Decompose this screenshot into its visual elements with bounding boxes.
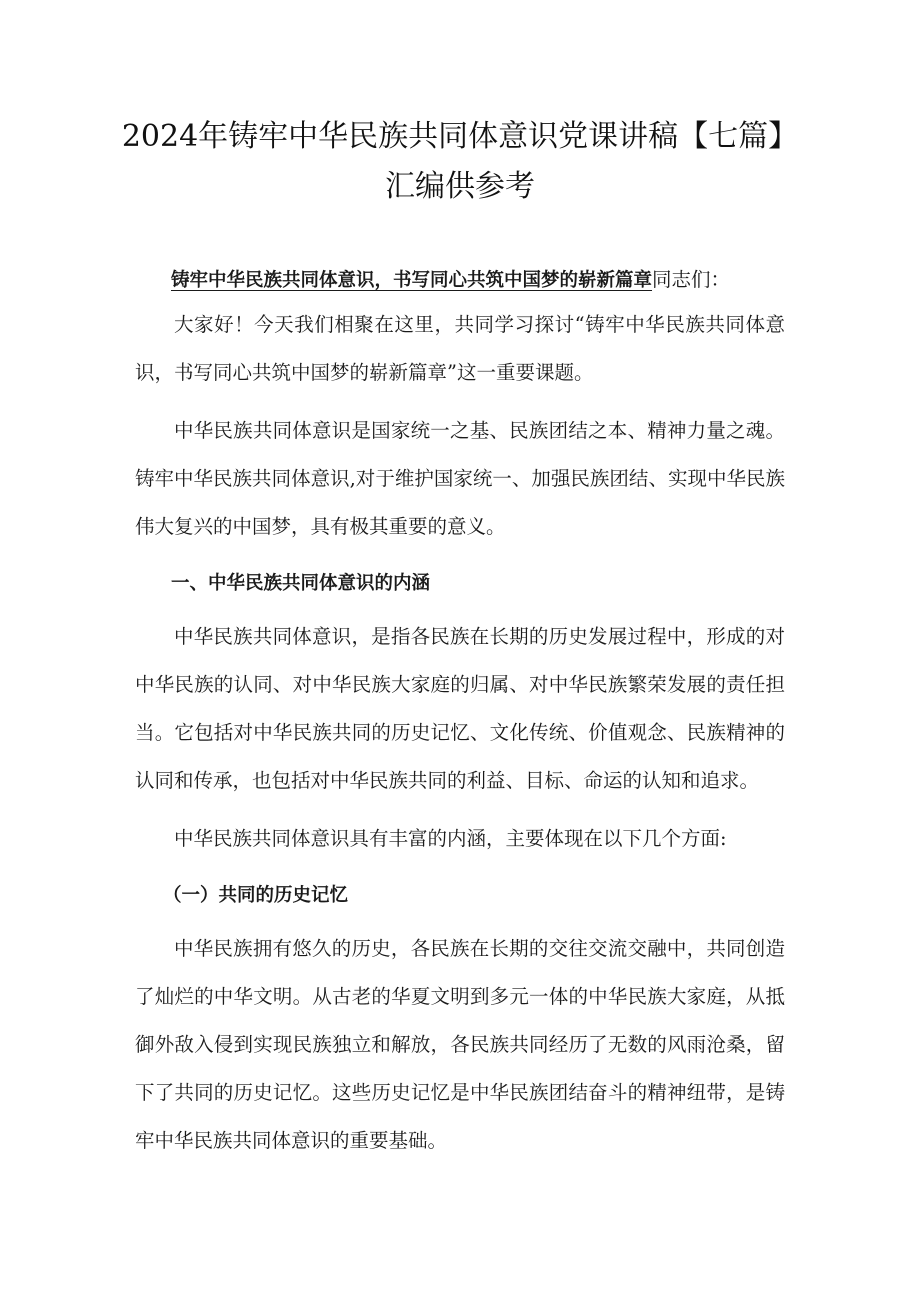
salutation: 同志们： <box>652 268 731 291</box>
document-body <box>135 260 785 1175</box>
subsection-heading-1: （一）共同的历史记忆 <box>163 885 349 906</box>
paragraph-definition: 中华民族共同体意识，是指各民族在长期的历史发展过程中，形成的对中华民族的认同、对中华民族大家庭的归属、对中华民族繁荣发展的责任担当。它包括对中华民族共同的历史记忆、文化传统、价值观念、民族精神的认同和传承，也包括对中华民族共同的利益、目标、命运的认知和追求。 <box>135 625 785 792</box>
intro-line <box>135 260 785 301</box>
paragraph-significance: 中华民族共同体意识是国家统一之基、民族团结之本、精神力量之魂。铸牢中华民族共同体意识,对于维护国家统一、加强民族团结、实现中华民族伟大复兴的中国梦，具有极其重要的意义。 <box>135 419 785 538</box>
paragraph-history: 中华民族拥有悠久的历史，各民族在长期的交往交流交融中，共同创造了灿烂的中华文明。从古老的华夏文明到多元一体的中华民族大家庭，从抵御外敌入侵到实现民族独立和解放，各民族共同经历了无数的风雨沧桑，留下了共同的历史记忆。这些历史记忆是中华民族团结奋斗的精神纽带，是铸牢中华民族共同体意识的重要基础。 <box>135 937 785 1152</box>
paragraph-aspects: 中华民族共同体意识具有丰富的内涵，主要体现在以下几个方面: <box>174 827 727 850</box>
section-heading-1: 一、中华民族共同体意识的内涵 <box>171 573 431 594</box>
document-title: 2024年铸牢中华民族共同体意识党课讲稿【七篇】汇编供参考 <box>121 119 799 204</box>
paragraph-greeting: 大家好！今天我们相聚在这里，共同学习探讨“铸牢中华民族共同体意识，书写同心共筑中国梦的崭新篇章”这一重要课题。 <box>135 313 785 384</box>
intro-subtitle: 铸牢中华民族共同体意识，书写同心共筑中国梦的崭新篇章 <box>171 270 653 291</box>
